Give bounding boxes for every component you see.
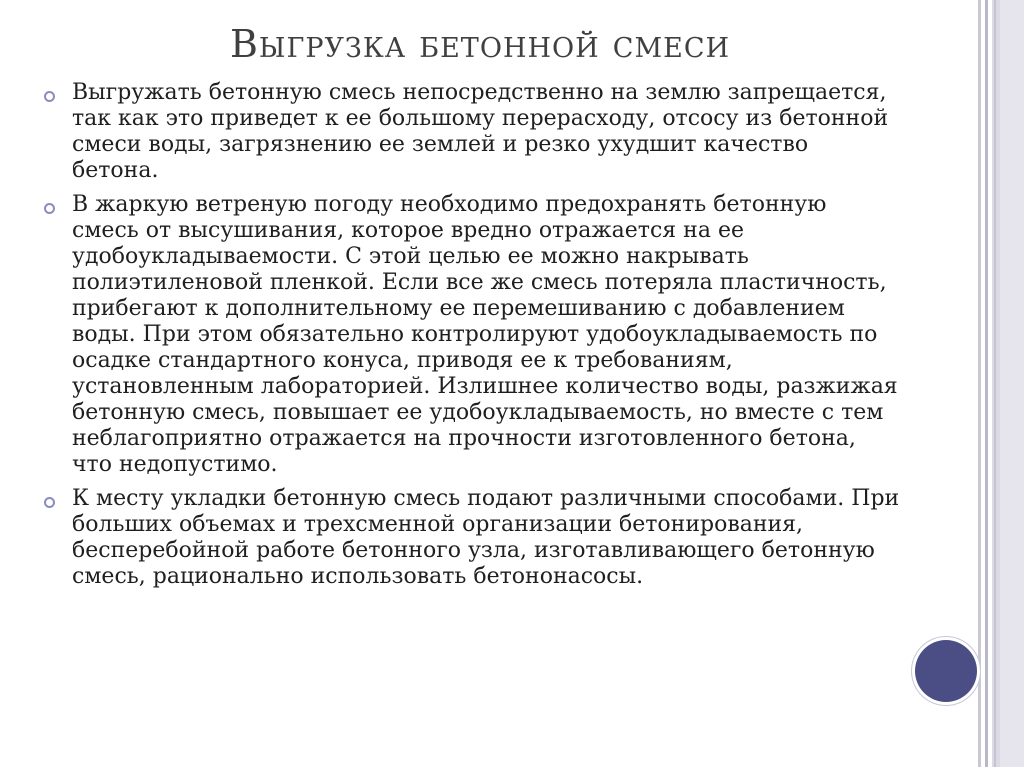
list-item-text: Выгружать бетонную смесь непосредственно на землю запрещается, так как это приведет к ее большому перерасходу, отсосу из бетонной смеси воды, загрязнению ее землей и резко ухудшит качество бетона. xyxy=(72,80,889,183)
stripe xyxy=(1000,0,1024,767)
list-item xyxy=(40,192,900,478)
stripe xyxy=(985,0,988,767)
stripe xyxy=(994,0,996,767)
list-item-text: В жаркую ветреную погоду необходимо предохранять бетонную смесь от высушивания, которое вредно отражается на ее удобоукладываемости. С этой целью ее можно накрывать полиэтиленовой пленкой. Если все же смесь потеряла пластичность, прибегают к дополнительному ее перемешиванию с добавлением воды. При этом обязательно контролируют удобоукладываемость по осадке стандартного конуса, приводя ее к требованиям, установленным лабораторией. Излишнее количество воды, разжижая бетонную смесь, повышает ее удобоукладываемость, но вместе с тем неблагоприятно отражается на прочности изготовленного бетона, что недопустимо. xyxy=(72,192,898,477)
slide-title: Выгрузка бетонной смеси xyxy=(229,22,731,66)
bullet-list xyxy=(40,80,900,598)
list-item-text: К месту укладки бетонную смесь подают различными способами. При больших объемах и трехсменной организации бетонирования, бесперебойной работе бетонного узла, изготавливающего бетонную смесь, рационально использовать бетононасосы. xyxy=(72,486,900,589)
bullet-icon xyxy=(44,497,55,508)
decorative-stripes xyxy=(978,0,1024,767)
bullet-icon xyxy=(44,91,55,102)
bullet-icon xyxy=(44,203,55,214)
decorative-circle xyxy=(915,640,977,702)
list-item xyxy=(40,486,900,590)
list-item xyxy=(40,80,900,184)
stripe xyxy=(978,0,981,767)
